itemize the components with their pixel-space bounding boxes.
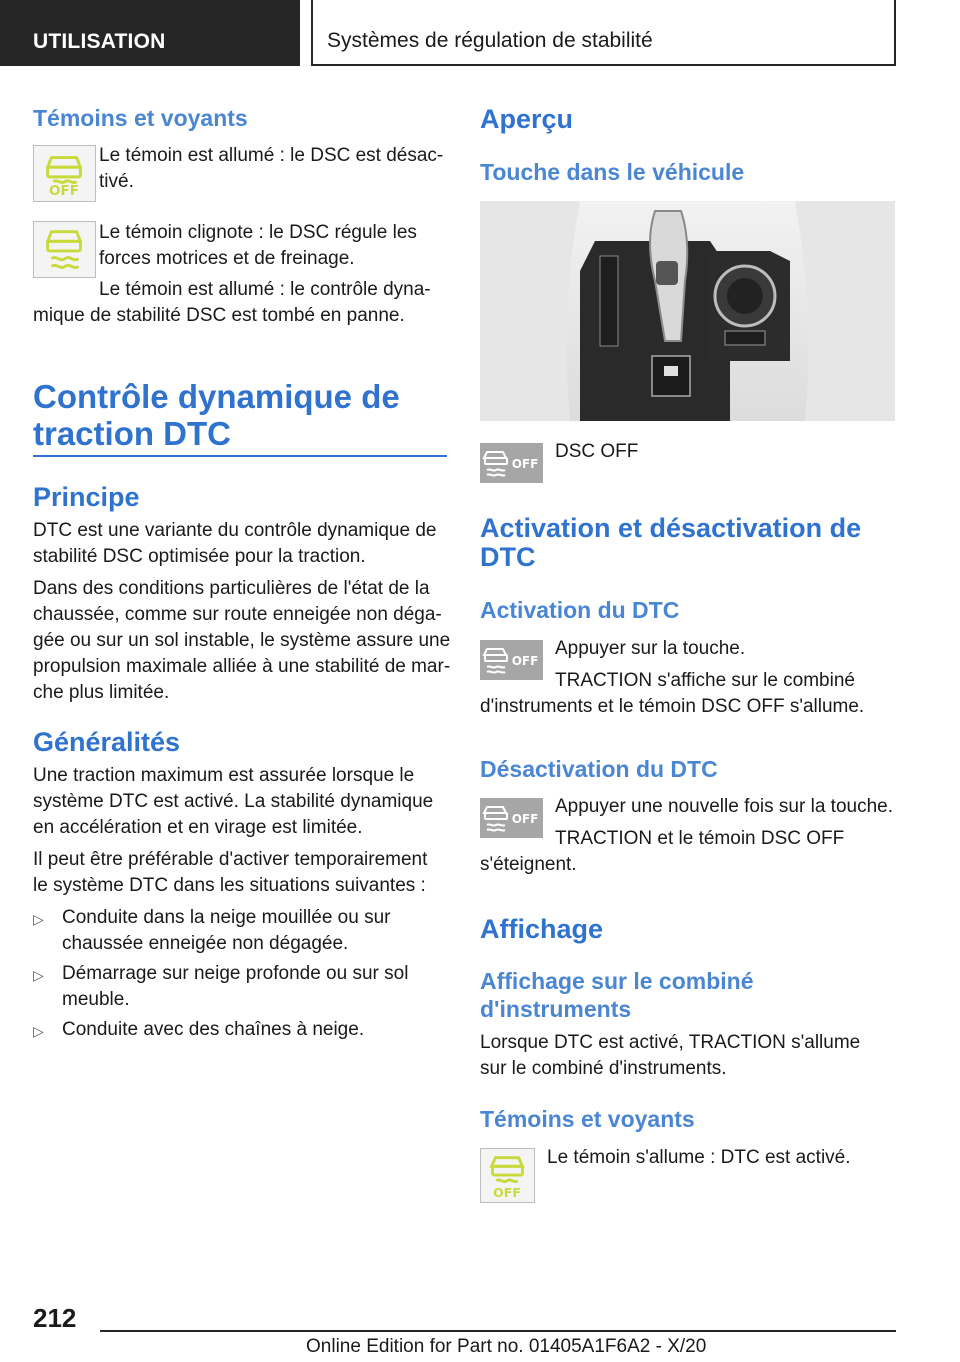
generalites-p1-line2: système DTC est activé. La stabilité dynamique: [33, 791, 434, 812]
generalites-p1-line3: en accélération et en virage est limitée.: [33, 817, 363, 838]
dsc-off-gray-icon: [480, 640, 543, 680]
dsc-off-gray-icon: [480, 798, 543, 838]
desactivation-p1: Appuyer une nouvelle fois sur la touche.: [555, 796, 893, 817]
apercu-title: Aperçu: [480, 104, 574, 134]
temoin2-line1: Le témoin clignote : le DSC régule les: [99, 222, 417, 243]
dtc-title-line2: traction DTC: [33, 415, 231, 452]
touche-title: Touche dans le véhicule: [480, 159, 745, 185]
vehicle-console-photo: [480, 201, 895, 421]
principe-p2-line3: gée ou sur un sol instable, le système assure une: [33, 630, 451, 651]
principe-title: Principe: [33, 482, 140, 512]
footer-edition: Online Edition for Part no. 01405A1F6A2 - X/20: [306, 1336, 707, 1357]
activation-p2-line2: d'instruments et le témoin DSC OFF s'allume.: [480, 696, 865, 717]
right-temoins-title: Témoins et voyants: [480, 1106, 695, 1132]
temoin1-line2: tivé.: [99, 171, 134, 192]
svg-text:OFF: OFF: [511, 812, 539, 826]
header-section-tab: [0, 0, 300, 66]
activation-p2-line1: TRACTION s'affiche sur le combiné: [555, 670, 855, 691]
bullet2-line2: meuble.: [62, 989, 130, 1010]
principe-p2-line1: Dans des conditions particulières de l'état de la: [33, 578, 430, 599]
principe-p2-line2: chaussée, comme sur route enneigée non déga-: [33, 604, 442, 625]
temoin3-line2: mique de stabilité DSC est tombé en panne.: [33, 305, 405, 326]
activation-title-line2: DTC: [480, 542, 536, 572]
generalites-p1-line1: Une traction maximum est assurée lorsque le: [33, 765, 415, 786]
principe-p2-line4: propulsion maximale alliée à une stabilité de mar-: [33, 656, 451, 677]
dsc-off-yellow-icon: [33, 145, 96, 202]
temoin2-line2: forces motrices et de freinage.: [99, 248, 355, 269]
affichage-title: Affichage: [480, 914, 604, 944]
temoin1-line1: Le témoin est allumé : le DSC est désac-: [99, 145, 444, 166]
svg-text:OFF: OFF: [49, 183, 79, 200]
svg-text:OFF: OFF: [493, 1185, 521, 1201]
activation-title-line1: Activation et désactivation de: [480, 513, 862, 543]
temoin3-line1: Le témoin est allumé : le contrôle dyna-: [99, 279, 431, 300]
right-temoin-text: Le témoin s'allume : DTC est activé.: [547, 1147, 851, 1168]
affichage-combine-title-line2: d'instruments: [480, 996, 632, 1022]
dsc-off-label: DSC OFF: [555, 441, 639, 462]
bullet-triangle-icon: ▷: [33, 1023, 44, 1039]
left-temoins-title: Témoins et voyants: [33, 105, 248, 131]
bullet-triangle-icon: ▷: [33, 911, 44, 927]
desactivation-p2-line2: s'éteignent.: [480, 854, 577, 875]
generalites-p2-line2: le système DTC dans les situations suivantes :: [33, 875, 426, 896]
bullet2-line1: Démarrage sur neige profonde ou sur sol: [62, 963, 409, 984]
svg-text:OFF: OFF: [511, 654, 539, 668]
header-chapter-tab: [311, 0, 896, 66]
dtc-yellow-icon: [480, 1148, 535, 1203]
principe-p1-line2: stabilité DSC optimisée pour la traction.: [33, 546, 366, 567]
activation-p1: Appuyer sur la touche.: [555, 638, 746, 659]
dtc-title-line1: Contrôle dynamique de: [33, 378, 400, 415]
bullet1-line1: Conduite dans la neige mouillée ou sur: [62, 907, 391, 928]
affichage-combine-title-line1: Affichage sur le combiné: [480, 968, 754, 994]
svg-text:OFF: OFF: [511, 457, 539, 471]
footer-rule: [100, 1330, 896, 1332]
affichage-p-line2: sur le combiné d'instruments.: [480, 1058, 727, 1079]
activation-dtc-title: Activation du DTC: [480, 597, 680, 623]
bullet3-line1: Conduite avec des chaînes à neige.: [62, 1019, 365, 1040]
header-section-label: UTILISATION: [33, 30, 166, 53]
principe-p2-line5: che plus limitée.: [33, 682, 170, 703]
bullet1-line2: chaussée enneigée non dégagée.: [62, 933, 349, 954]
affichage-p-line1: Lorsque DTC est activé, TRACTION s'allume: [480, 1032, 861, 1053]
desactivation-p2-line1: TRACTION et le témoin DSC OFF: [555, 828, 845, 849]
dtc-title-rule: [33, 455, 447, 457]
page-number: 212: [33, 1303, 77, 1333]
desactivation-dtc-title: Désactivation du DTC: [480, 756, 718, 782]
dsc-off-gray-icon: [480, 443, 543, 483]
generalites-p2-line1: Il peut être préférable d'activer temporairement: [33, 849, 428, 870]
dsc-active-yellow-icon: [33, 221, 96, 278]
principe-p1-line1: DTC est une variante du contrôle dynamique de: [33, 520, 437, 541]
bullet-triangle-icon: ▷: [33, 967, 44, 983]
header-chapter-label: Systèmes de régulation de stabilité: [327, 29, 653, 52]
generalites-title: Généralités: [33, 727, 181, 757]
